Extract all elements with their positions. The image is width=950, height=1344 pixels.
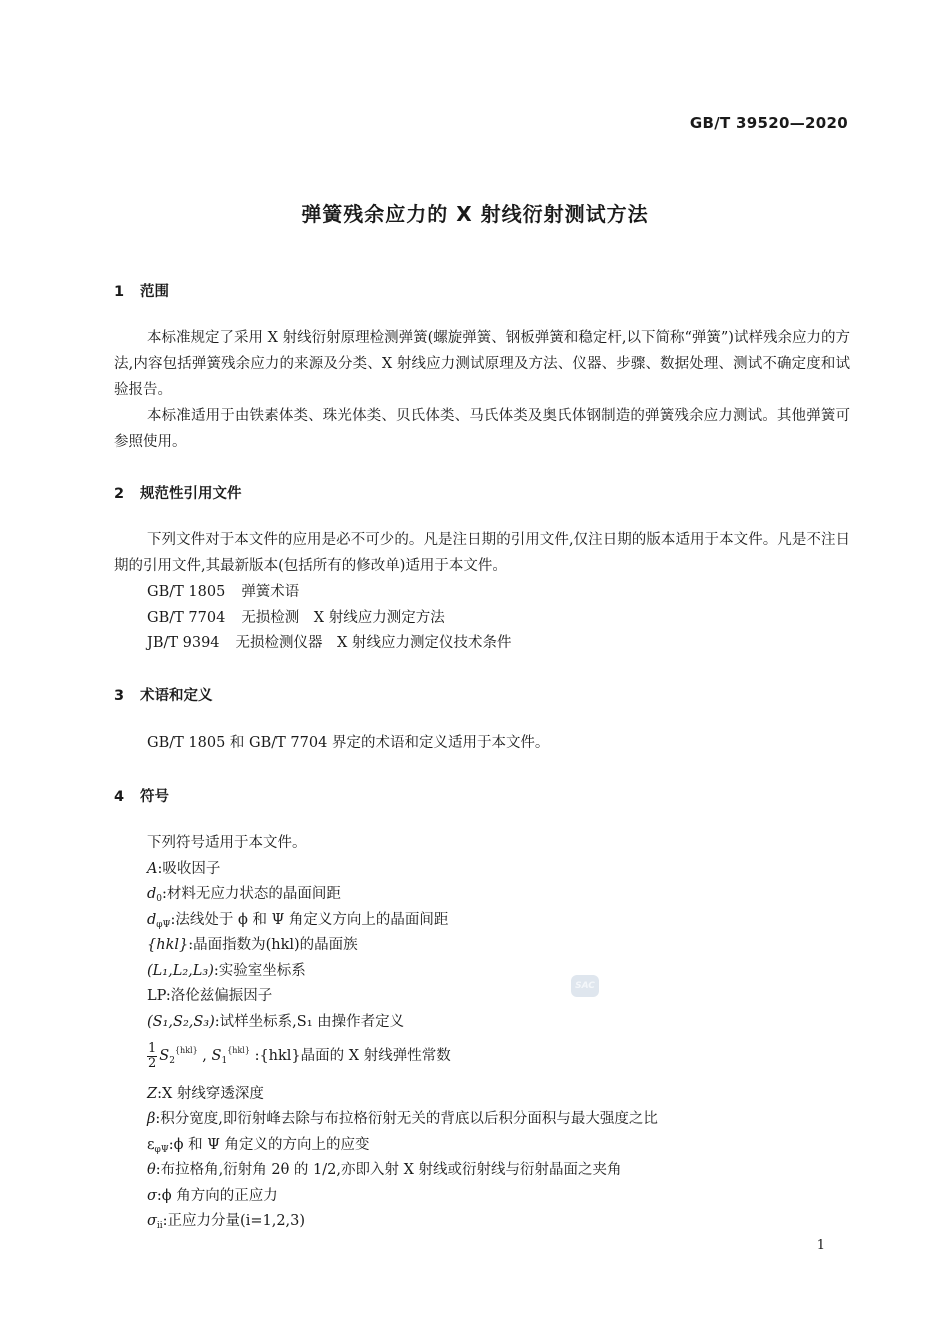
symbol-desc: :法线处于 ϕ 和 Ψ 角定义方向上的晶面间距: [170, 912, 449, 928]
section-title: 范围: [140, 284, 169, 300]
symbol-subscript: ii: [156, 1221, 163, 1231]
section-number: 1: [114, 284, 125, 300]
symbol-item: [147, 1106, 658, 1132]
symbol-item: [147, 1208, 305, 1239]
symbol-desc: :洛伦兹偏振因子: [165, 988, 273, 1004]
symbol-desc: :ϕ 角方向的正应力: [156, 1188, 278, 1204]
document-title: 弹簧残余应力的 X 射线衍射测试方法: [301, 202, 649, 226]
section-title: 规范性引用文件: [140, 486, 242, 502]
reference-item: [147, 579, 299, 605]
symbol-item: [147, 983, 272, 1009]
section-title: 符号: [140, 789, 169, 805]
symbol-item: [147, 1038, 451, 1074]
fraction-numerator: 1: [148, 1040, 157, 1056]
reference-code: GB/T 7704: [147, 610, 226, 626]
symbol: Z: [147, 1086, 158, 1102]
fraction-denominator: 2: [148, 1055, 157, 1071]
section-3-body: GB/T 1805 和 GB/T 7704 界定的术语和定义适用于本文件。: [147, 735, 550, 751]
symbol-desc: :布拉格角,衍射角 2θ 的 1/2,亦即入射 X 射线或衍射线与衍射晶面之夹角: [155, 1162, 622, 1178]
section-2-body: [114, 527, 850, 579]
page-number: 1: [816, 1238, 825, 1253]
standard-number: GB/T 39520—2020: [689, 114, 848, 132]
reference-item: [147, 630, 511, 656]
reference-title: 无损检测 X 射线应力测定方法: [241, 610, 445, 626]
sac-watermark-logo: SAC: [571, 975, 599, 997]
section-4-heading: [114, 785, 169, 806]
symbol-separator: ,: [197, 1048, 207, 1064]
symbol-subscript: 0: [156, 894, 163, 904]
symbol-desc: :试样坐标系,S₁ 由操作者定义: [214, 1014, 405, 1030]
symbol: LP: [147, 988, 166, 1004]
symbol-desc: :材料无应力状态的晶面间距: [162, 886, 341, 902]
symbol: θ: [147, 1162, 156, 1178]
symbol-item: [147, 1157, 622, 1183]
symbol-item: [147, 1081, 264, 1107]
section-3-heading: [114, 684, 213, 705]
fraction: [147, 1042, 157, 1071]
section-number: 3: [114, 688, 125, 704]
symbol-desc: :晶面指数为(hkl)的晶面族: [188, 937, 358, 953]
section-title: 术语和定义: [140, 688, 213, 704]
symbol-desc: :正应力分量(i=1,2,3): [162, 1213, 306, 1229]
symbol-item: [147, 958, 306, 984]
symbol-desc: :X 射线穿透深度: [157, 1086, 264, 1102]
section-1-heading: [114, 280, 169, 301]
section-2-heading: [114, 482, 242, 503]
symbol-item: [147, 856, 220, 882]
symbols-intro: 下列符号适用于本文件。: [147, 835, 307, 851]
symbol: d: [147, 886, 157, 902]
symbol-item: [147, 1183, 278, 1209]
symbol-superscript: {hkl}: [227, 1046, 250, 1055]
symbol-desc: :吸收因子: [157, 861, 221, 877]
reference-code: GB/T 1805: [147, 584, 226, 600]
paragraph: 下列文件对于本文件的应用是必不可少的。凡是注日期的引用文件,仅注日期的版本适用于本文件。凡是不注日期的引用文件,其最新版本(包括所有的修改单)适用于本文件。: [114, 532, 850, 574]
symbol-item: [147, 932, 358, 958]
symbol-desc: :ϕ 和 Ψ 角定义的方向上的应变: [168, 1137, 370, 1153]
symbol: ε: [147, 1137, 155, 1153]
paragraph: 本标准规定了采用 X 射线衍射原理检测弹簧(螺旋弹簧、钢板弹簧和稳定杆,以下简称“弹簧”)试样残余应力的方法,内容包括弹簧残余应力的来源及分类、X 射线应力测试原理及方法、仪器、步骤、数据处理、测试不确定度和试验报告。: [114, 330, 850, 398]
symbol-subscript: φΨ: [156, 920, 171, 930]
reference-item: [147, 605, 445, 631]
symbol: σ: [147, 1188, 157, 1204]
symbol-superscript: {hkl}: [174, 1046, 198, 1055]
section-number: 4: [114, 789, 125, 805]
symbol: σ: [147, 1213, 157, 1229]
section-number: 2: [114, 486, 125, 502]
reference-title: 无损检测仪器 X 射线应力测定仪技术条件: [235, 635, 512, 651]
symbol-subscript: φΨ: [154, 1145, 169, 1155]
symbol-desc: :积分宽度,即衍射峰去除与布拉格衍射无关的背底以后积分面积与最大强度之比: [155, 1111, 658, 1127]
symbol-desc: :{hkl}晶面的 X 射线弹性常数: [254, 1048, 451, 1064]
paragraph: 本标准适用于由铁素体类、珠光体类、贝氏体类、马氏体类及奥氏体钢制造的弹簧残余应力测试。其他弹簧可参照使用。: [114, 408, 850, 450]
symbol: S: [211, 1048, 222, 1064]
symbol: A: [147, 861, 158, 877]
symbol-subscript: 2: [169, 1056, 175, 1066]
symbol: {hkl}: [147, 937, 189, 953]
symbol: (S₁,S₂,S₃): [147, 1014, 215, 1030]
symbol: (L₁,L₂,L₃): [147, 963, 214, 979]
symbol-desc: :实验室坐标系: [213, 963, 306, 979]
symbol: S: [159, 1048, 170, 1064]
reference-title: 弹簧术语: [241, 584, 300, 600]
symbol: d: [147, 912, 157, 928]
symbol-subscript: 1: [221, 1056, 228, 1066]
section-1-body: [114, 325, 850, 455]
symbol: β: [147, 1111, 156, 1127]
reference-code: JB/T 9394: [147, 635, 220, 651]
symbol-item: [147, 1009, 404, 1035]
